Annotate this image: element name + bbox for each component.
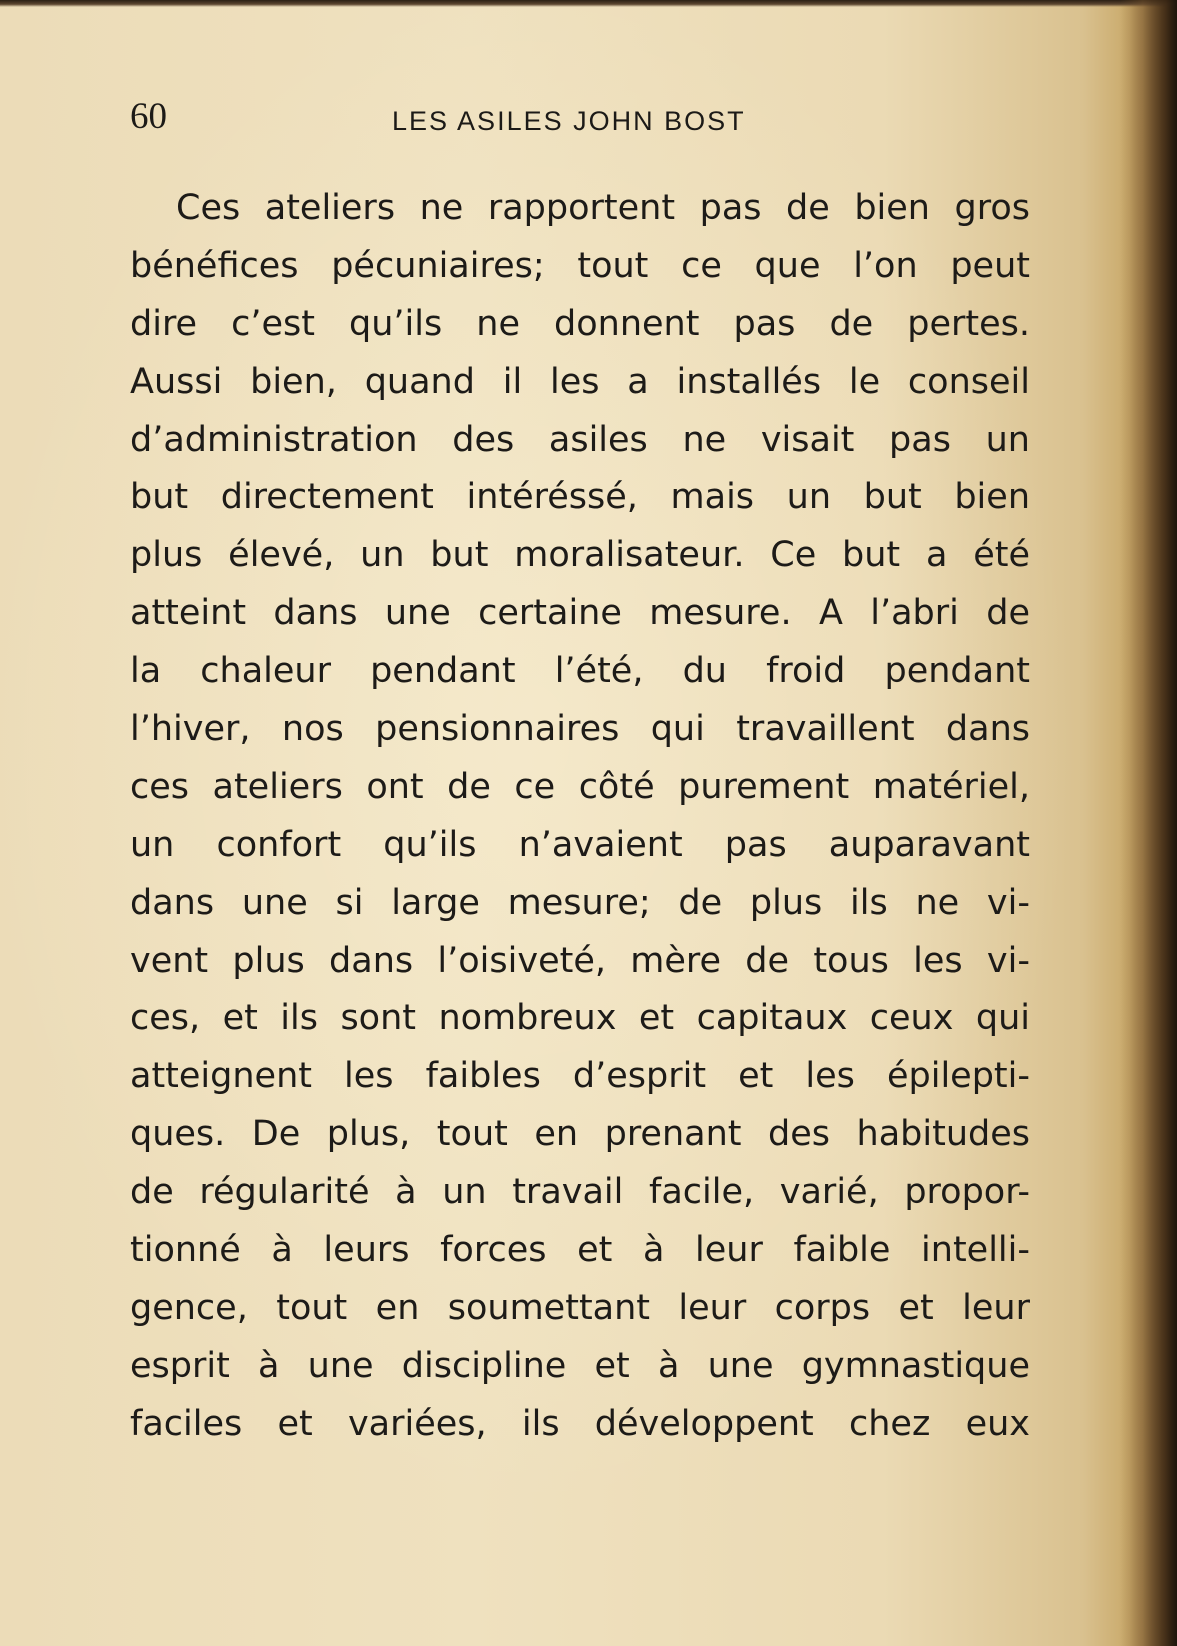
text-line: esprit à une discipline et à une gymnastique (130, 1345, 1030, 1386)
body-paragraph (130, 180, 1030, 1454)
text-line: Ces ateliers ne rapportent pas de bien gros (176, 188, 1030, 228)
text-line: tionné à leurs forces et à leur faible intelli- (130, 1230, 1030, 1271)
text-line: la chaleur pendant l’été, du froid pendant (130, 651, 1030, 692)
page-header (130, 92, 1030, 142)
running-title: LES ASILES JOHN BOST (392, 106, 746, 136)
text-line: dans une si large mesure; de plus ils ne vi- (130, 882, 1030, 923)
text-line: faciles et variées, ils développent chez eux (130, 1403, 1030, 1444)
page-top-edge (0, 0, 1177, 7)
page-number: 60 (130, 96, 167, 137)
text-line: bénéfices pécuniaires; tout ce que l’on peut (130, 245, 1030, 286)
text-line: atteint dans une certaine mesure. A l’abri de (130, 593, 1030, 634)
text-line: ques. De plus, tout en prenant des habitudes (130, 1114, 1030, 1155)
text-line: ces, et ils sont nombreux et capitaux ceux qui (130, 998, 1030, 1039)
text-line: gence, tout en soumettant leur corps et leur (130, 1287, 1030, 1328)
text-line: un confort qu’ils n’avaient pas auparavant (130, 824, 1030, 865)
text-line: de régularité à un travail facile, varié, propor- (130, 1172, 1030, 1213)
text-line: d’administration des asiles ne visait pas un (130, 419, 1030, 460)
text-line: l’hiver, nos pensionnaires qui travaillent dans (130, 709, 1030, 750)
text-line: vent plus dans l’oisiveté, mère de tous les vi- (130, 940, 1030, 981)
text-line: dire c’est qu’ils ne donnent pas de pertes. (130, 303, 1030, 344)
text-line: atteignent les faibles d’esprit et les épilepti- (130, 1056, 1030, 1097)
text-line: plus élevé, un but moralisateur. Ce but a été (130, 535, 1030, 576)
text-line: ces ateliers ont de ce côté purement matériel, (130, 766, 1030, 807)
text-line: but directement intéréssé, mais un but bien (130, 477, 1030, 518)
text-line: Aussi bien, quand il les a installés le conseil (130, 361, 1030, 402)
page-spine-edge (1120, 0, 1177, 1646)
